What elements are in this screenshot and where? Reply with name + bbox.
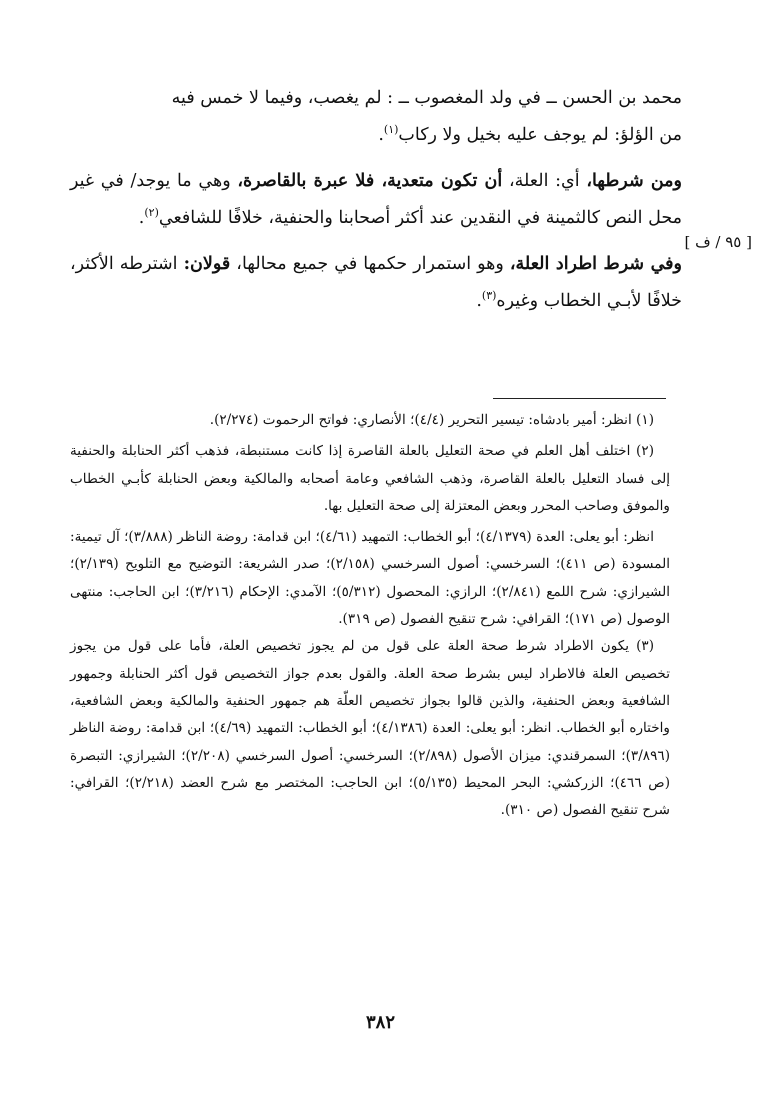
footnote-ref-3: (٣) [481, 289, 497, 303]
footnote-2-references: انظر: أبو يعلى: العدة (٤/١٣٧٩)؛ أبو الخطاب: التمهيد (٤/٦١)؛ ابن قدامة: روضة الناظر (٣/٨٨٨)؛ آل تيمية: المسودة (ص ٤١١)؛ السرخسي: أصول السرخسي (٢/١٥٨)؛ صدر الشريعة: التوضيح مع التلويح (٢/١٣٩)؛ الشيرازي: شرح اللمع (٢/٨٤١)؛ الرازي: المحصول (٥/٣١٢)؛ الآمدي: الإحكام (٣/٢١٦)؛ ابن الحاجب: منتهى الوصول (ص ١٧١)؛ القرافي: شرح تنقيح الفصول (ص ٣١٩). [70, 529, 671, 628]
paragraph-3-bold-intro: وفي شرط اطراد العلة، [509, 254, 683, 274]
paragraph-1-line-1: محمد بن الحسن ــ في ولد المغصوب ــ : لم يغصب، وفيما لا خمس فيه [171, 88, 682, 108]
page-number: ٣٨٢ [365, 1012, 395, 1033]
footnote-1: (١) انظر: أمير بادشاه: تيسير التحرير (٤/٤)؛ الأنصاري: فواتح الرحموت (٢/٢٧٤). [209, 412, 654, 428]
manuscript-folio-marker: [ ٩٥ / ف ] [684, 233, 752, 251]
paragraph-2-text-1: أي: العلة، [502, 171, 587, 191]
footnote-2: (٢) اختلف أهل العلم في صحة التعليل بالعلة القاصرة إذا كانت مستنبطة، فذهب أكثر الحنابلة والحنفية إلى فساد التعليل بالعلة القاصرة، وذهب الشافعي وعامة أصحابه والمالكية وبعض الحنابلة كأبـي الخطاب والموفق وصاحب المحرر وبعض المعتزلة إلى صحة التعليل بها. [70, 443, 670, 514]
paragraph-1-line-2: من الؤلؤ: لم يوجف عليه بخيل ولا ركاب [398, 125, 682, 145]
paragraph-3-text-1: وهو استمرار حكمها في جميع محالها، [230, 254, 510, 274]
footnote-ref-2: (٢) [144, 206, 159, 220]
paragraph-2-bold-condition: أن تكون متعدية، فلا عبرة بالقاصرة، [237, 171, 503, 191]
paragraph-2-text-2: وهي ما يوجد/ في غير محل النص كالثمينة في النقدين عند أكثر أصحابنا والحنفية، خلافًا للشافعي [70, 171, 682, 228]
footnote-3: (٣) يكون الاطراد شرط صحة العلة على قول من لم يجوز تخصيص العلة، فأما على قول من يجوز تخصيص العلة فالاطراد ليس بشرط صحة العلة. والقول بعدم جواز التخصيص قول أكثر الحنابلة وجمهور الشافعية وبعض الحنفية، والذين قالوا بجواز تخصيص العلّة هم جمهور الحنفية والمالكية وبعض الشافعية، واختاره أبو الخطاب. انظر: أبو يعلى: العدة (٤/١٣٨٦)؛ أبو الخطاب: التمهيد (٤/٦٩)؛ ابن قدامة: روضة الناظر (٣/٨٩٦)؛ السمرقندي: ميزان الأصول (٢/٨٩٨)؛ السرخسي: أصول السرخسي (٢/٢٠٨)؛ الشيرازي: التبصرة (ص ٤٦٦)؛ الزركشي: البحر المحيط (٥/١٣٥)؛ ابن الحاجب: المختصر مع شرح العضد (٢/٢١٨)؛ القرافي: شرح تنقيح الفصول (ص ٣١٠). [70, 638, 670, 819]
footnote-ref-1: (١) [383, 123, 399, 137]
footnote-separator [493, 398, 666, 399]
paragraph-3-bold-two-views: قولان: [183, 254, 231, 274]
paragraph-2: ومن شرطها، أي: العلة، أن تكون متعدية، فلا عبرة بالقاصرة، وهي ما يوجد/ في غير محل النص كالثمينة في النقدين عند أكثر أصحابنا والحنفية، خلافًا للشافعي$^{(٢)}$. [70, 171, 683, 228]
paragraph-1: محمد بن الحسن ــ في ولد المغصوب ــ : لم يغصب، وفيما لا خمس فيه من الؤلؤ: لم يوجف عليه بخيل ولا ركاب$^{(١)}$. [171, 88, 682, 145]
main-text [70, 80, 682, 320]
paragraph-3: وفي شرط اطراد العلة، وهو استمرار حكمها في جميع محالها، قولان: اشترطه الأكثر، خلافًا لأبـي الخطاب وغيره$^{(٣)}$. [70, 254, 683, 311]
paragraph-3-text-2: اشترطه الأكثر، خلافًا لأبـي الخطاب وغيره [70, 254, 682, 311]
footnotes [70, 407, 670, 824]
paragraph-2-bold-intro: ومن شرطها، [586, 171, 683, 191]
